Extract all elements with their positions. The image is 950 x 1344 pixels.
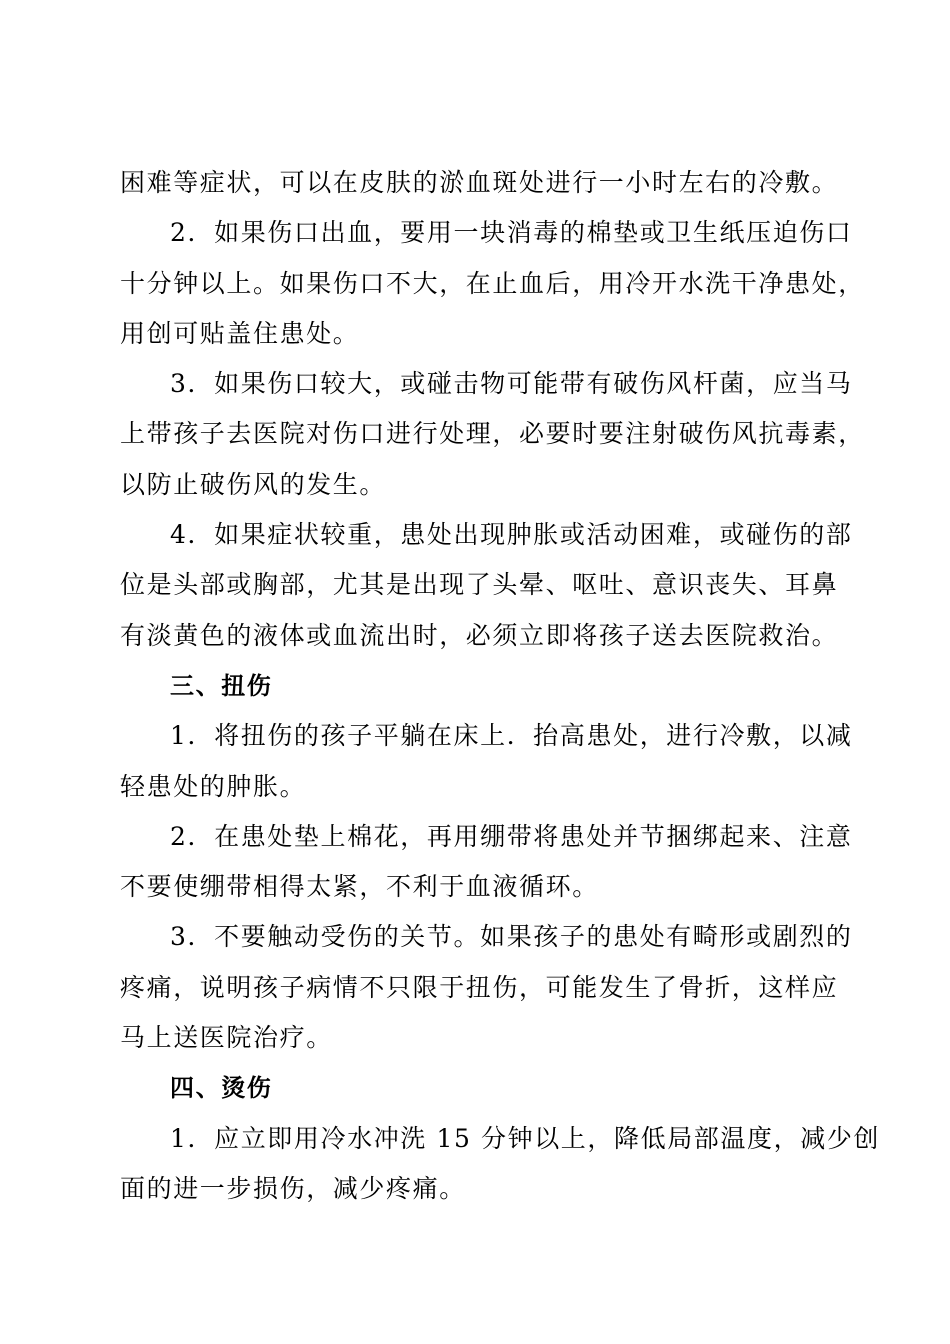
text-line: 以防止破伤风的发生。	[120, 469, 387, 499]
text-line: 有淡黄色的液体或血流出时，必须立即将孩子送去医院救治。	[120, 620, 839, 650]
text-line: 马上送医院治疗。	[120, 1023, 333, 1053]
list-item-line: 2．如果伤口出血，要用一块消毒的棉垫或卫生纸压迫伤口	[170, 218, 853, 248]
section-heading: 三、扭伤	[170, 671, 273, 700]
section-heading: 四、烫伤	[170, 1074, 273, 1103]
list-item-line: 1．应立即用冷水冲洗 15 分钟以上，降低局部温度，减少创	[170, 1123, 881, 1153]
list-item-line: 3．如果伤口较大，或碰击物可能带有破伤风杆菌，应当马	[170, 369, 853, 399]
text-line: 疼痛，说明孩子病情不只限于扭伤，可能发生了骨折，这样应	[120, 972, 839, 1002]
list-item-line: 4．如果症状较重，患处出现肿胀或活动困难，或碰伤的部	[170, 520, 853, 550]
text-line: 位是头部或胸部，尤其是出现了头晕、呕吐、意识丧失、耳鼻	[120, 570, 839, 600]
text-line: 困难等症状，可以在皮肤的淤血斑处进行一小时左右的冷敷。	[120, 168, 839, 197]
list-item-line: 3．不要触动受伤的关节。如果孩子的患处有畸形或剧烈的	[170, 922, 853, 952]
text-line: 面的进一步损伤，减少疼痛。	[120, 1173, 466, 1203]
document-page	[120, 158, 881, 1214]
list-item-line: 2．在患处垫上棉花，再用绷带将患处并节捆绑起来、注意	[170, 821, 853, 851]
text-line: 十分钟以上。如果伤口不大，在止血后，用冷开水洗干净患处，	[120, 268, 865, 298]
text-line: 不要使绷带相得太紧，不利于血液循环。	[120, 872, 599, 902]
text-line: 上带孩子去医院对伤口进行处理，必要时要注射破伤风抗毒素，	[120, 419, 865, 449]
text-line: 用创可贴盖住患处。	[120, 318, 360, 348]
text-line: 轻患处的肿胀。	[120, 771, 307, 801]
list-item-line: 1．将扭伤的孩子平躺在床上．抬高患处，进行冷敷，以减	[170, 721, 853, 751]
